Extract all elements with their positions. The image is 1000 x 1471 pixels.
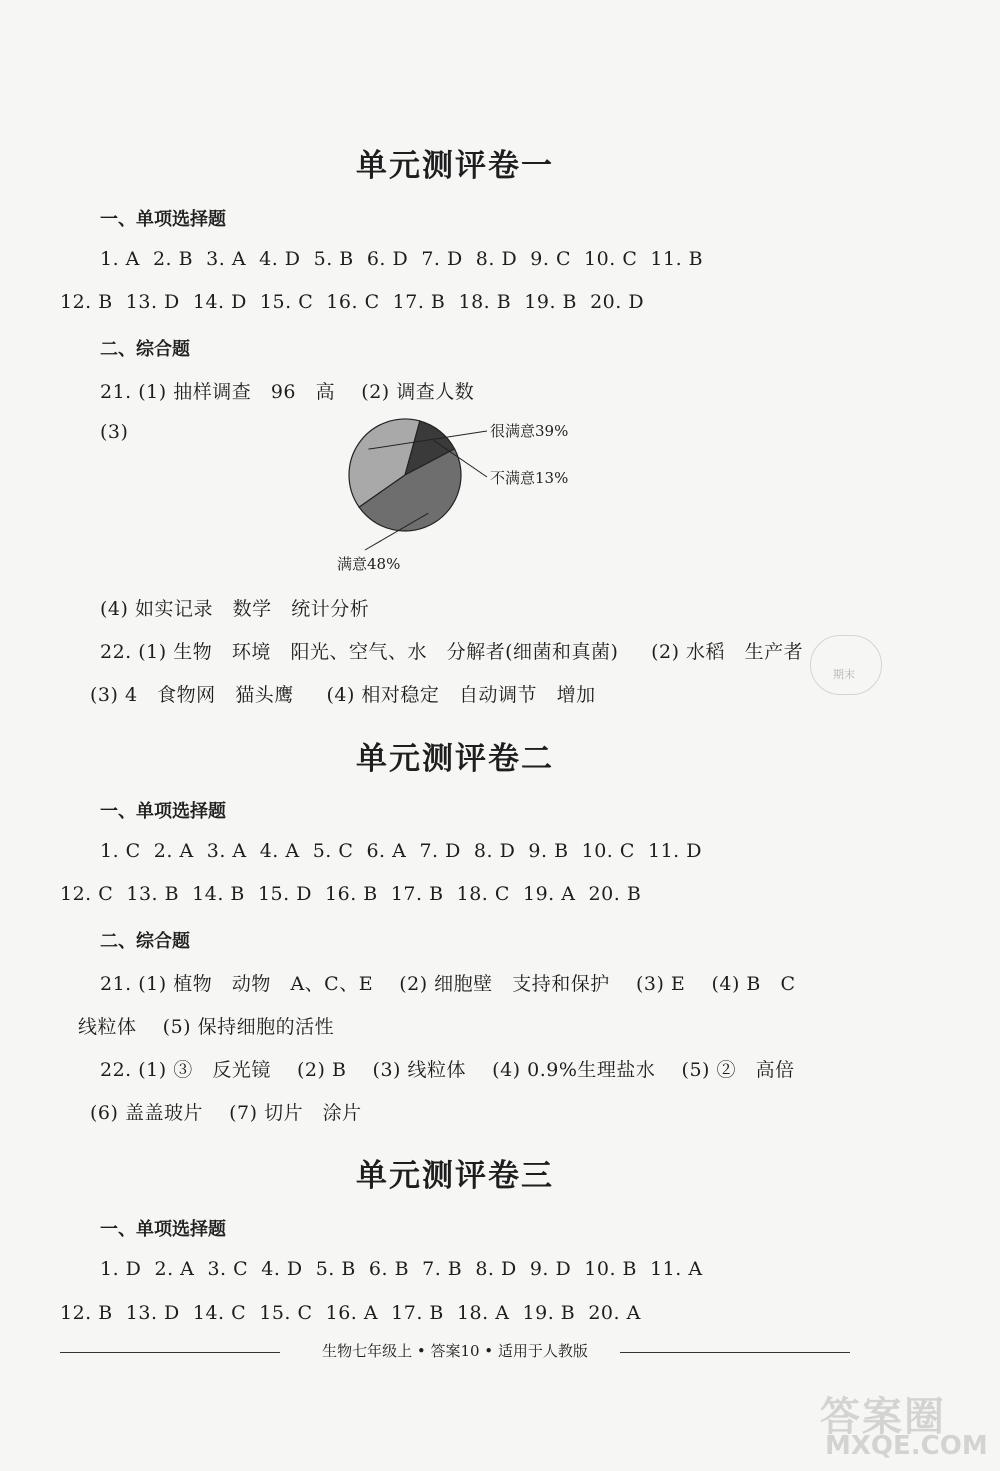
section-1-choice-heading: 一、单项选择题 [100, 209, 226, 230]
stamp-text: 期末 [833, 668, 855, 681]
pie-label-satisfied: 满意48% [337, 555, 401, 573]
section-title-3: 单元测评卷三 [356, 1158, 554, 1194]
section-title-1: 单元测评卷一 [356, 148, 554, 184]
page-footer [60, 1340, 850, 1364]
section-2-q22-line-2: (6) 盖盖玻片 (7) 切片 涂片 [90, 1102, 362, 1124]
watermark-url: MXQE.COM [825, 1431, 988, 1461]
section-1-choice-line-2: 12. B 13. D 14. D 15. C 16. C 17. B 18. B 19. B 20. D [60, 291, 645, 313]
satisfaction-pie-chart [335, 410, 605, 580]
school-stamp [810, 635, 882, 695]
watermark-logo [820, 1385, 990, 1465]
watermark-main: 答案圈 [820, 1394, 946, 1440]
section-1-q22-line-2: (3) 4 食物网 猫头鹰 (4) 相对稳定 自动调节 增加 [90, 684, 596, 706]
section-1-q21-line-1: 21. (1) 抽样调查 96 高 (2) 调查人数 [100, 381, 475, 403]
section-2-choice-line-1: 1. C 2. A 3. A 4. A 5. C 6. A 7. D 8. D 9. B 10. C 11. D [100, 840, 702, 862]
footer-label: 生物七年级上 • 答案10 • 适用于人教版 [314, 1342, 596, 1360]
section-2-comprehensive-heading: 二、综合题 [100, 931, 190, 952]
section-1-choice-line-1: 1. A 2. B 3. A 4. D 5. B 6. D 7. D 8. D 9. C 10. C 11. B [100, 248, 704, 270]
section-3-choice-line-1: 1. D 2. A 3. C 4. D 5. B 6. B 7. B 8. D 9. D 10. B 11. A [100, 1258, 703, 1280]
section-2-q21-line-2: 线粒体 (5) 保持细胞的活性 [78, 1016, 335, 1038]
section-3-choice-line-2: 12. B 13. D 14. C 15. C 16. A 17. B 18. A 19. B 20. A [60, 1302, 641, 1324]
section-1-q22-line-1: 22. (1) 生物 环境 阳光、空气、水 分解者(细菌和真菌) (2) 水稻 生产者 [100, 641, 804, 663]
section-1-q21-line-2: (3) [100, 421, 129, 443]
section-2-q21-line-1: 21. (1) 植物 动物 A、C、E (2) 细胞壁 支持和保护 (3) E (4) B C [100, 973, 796, 995]
section-2-q22-line-1: 22. (1) ③ 反光镜 (2) B (3) 线粒体 (4) 0.9%生理盐水 (5) ② 高倍 [100, 1059, 795, 1081]
section-2-choice-heading: 一、单项选择题 [100, 801, 226, 822]
pie-label-dissatisfied: 不满意13% [490, 469, 569, 487]
footer-text [60, 1340, 850, 1361]
section-1-q21-line-3: (4) 如实记录 数学 统计分析 [100, 598, 370, 620]
section-title-2: 单元测评卷二 [356, 741, 554, 777]
section-2-choice-line-2: 12. C 13. B 14. B 15. D 16. B 17. B 18. C 19. A 20. B [60, 883, 642, 905]
pie-label-very-satisfied: 很满意39% [490, 422, 569, 440]
section-1-comprehensive-heading: 二、综合题 [100, 339, 190, 360]
section-3-choice-heading: 一、单项选择题 [100, 1219, 226, 1240]
